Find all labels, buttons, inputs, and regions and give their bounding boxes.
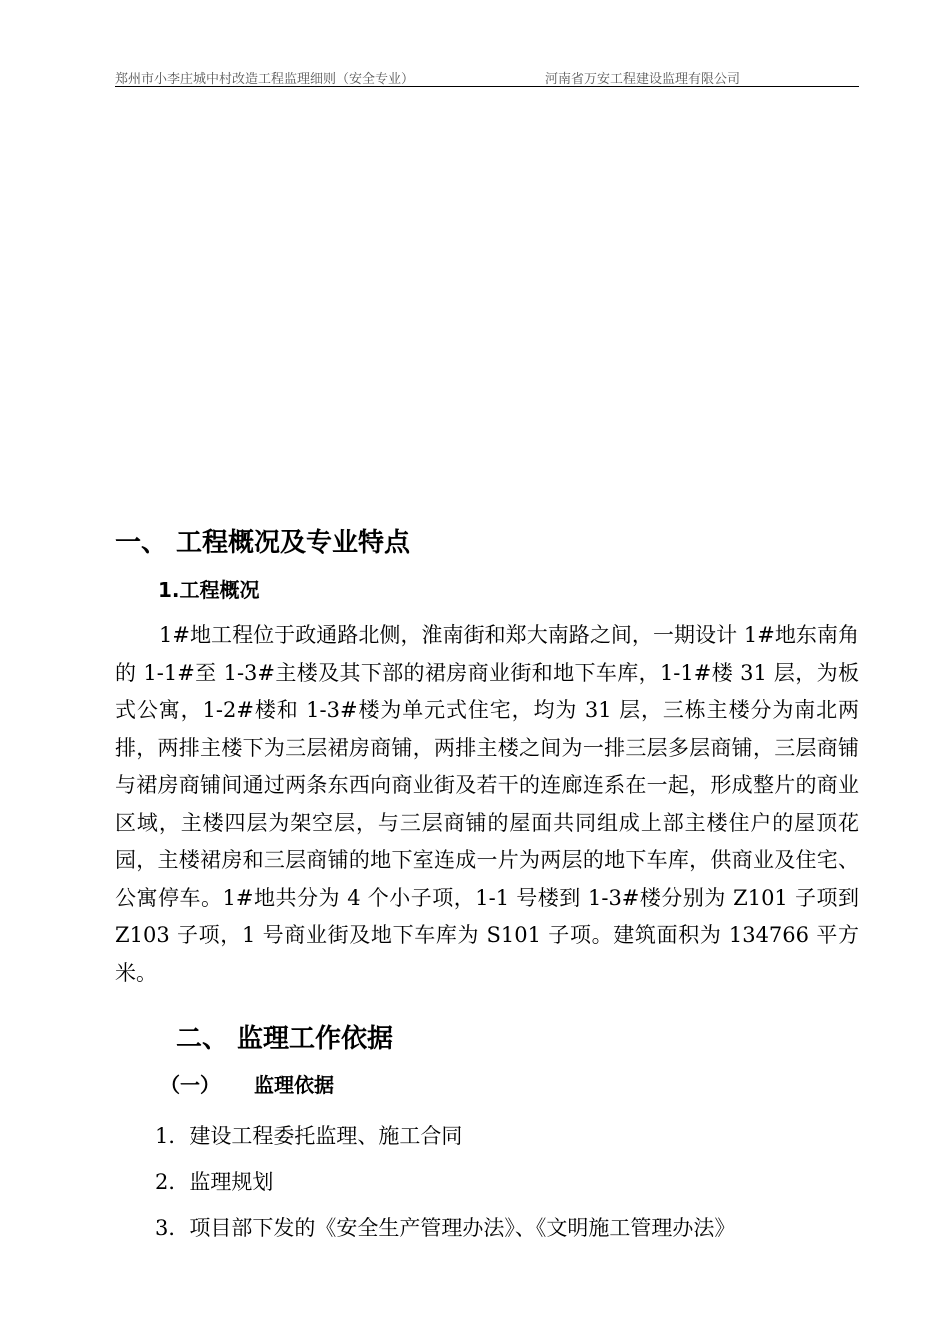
subheading-number: （一） (160, 1073, 220, 1097)
section-2-subheading (160, 1069, 334, 1098)
section-1-subheading: 1.工程概况 (158, 578, 260, 602)
basis-item-1: 1．建设工程委托监理、施工合同 (155, 1124, 463, 1148)
page-header (115, 66, 859, 87)
basis-item-2: 2．监理规划 (155, 1170, 274, 1194)
section-2-heading: 二、 监理工作依据 (176, 1024, 394, 1054)
basis-item-3: 3．项目部下发的《安全生产管理办法》、《文明施工管理办法》 (155, 1216, 736, 1240)
header-company-name: 河南省万安工程建设监理有限公司 (545, 72, 741, 87)
project-overview-paragraph: 1#地工程位于政通路北侧，淮南街和郑大南路之间，一期设计 1#地东南角的 1-1#至 1-3#主楼及其下部的裙房商业街和地下车库，1-1#楼 31 层，为板式公寓，1-2#楼和 1-3#楼为单元式住宅，均为 31 层，三栋主楼分为南北两排，两排主楼下为三层裙房商铺，两排主楼之间为一排三层多层商铺，三层商铺与裙房商铺间通过两条东西向商业街及若干的连廊连系在一起，形成整片的商业区域，主楼四层为架空层，与三层商铺的屋面共同组成上部主楼住户的屋顶花园，主楼裙房和三层商铺的地下室连成一片为两层的地下车库，供商业及住宅、公寓停车。1#地共分为 4 个小子项，1-1 号楼到 1-3#楼分别为 Z101 子项到 Z103 子项，1 号商业街及地下车库为 S101 子项。建筑面积为 134766 平方米。 (115, 623, 859, 985)
header-project-title: 郑州市小李庄城中村改造工程监理细则（安全专业） (115, 72, 415, 87)
subheading-title: 监理依据 (254, 1073, 334, 1097)
section-1-heading: 一、 工程概况及专业特点 (115, 528, 411, 558)
